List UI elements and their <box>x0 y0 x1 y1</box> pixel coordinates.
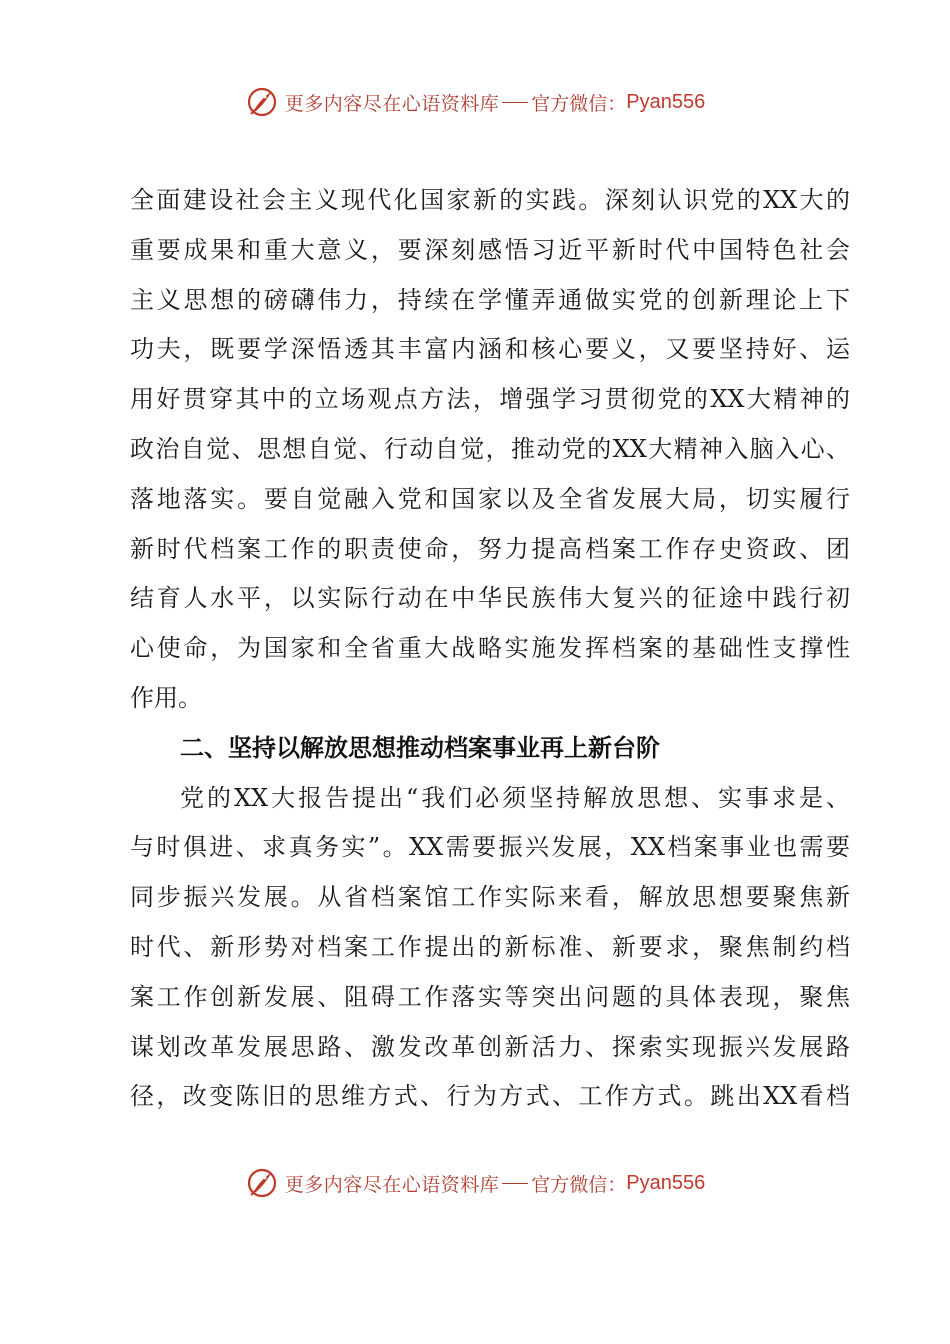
text-line: 同步振兴发展。从省档案馆工作实际来看，解放思想要聚焦新 <box>130 883 850 912</box>
paragraph-2 <box>130 774 850 1123</box>
text-line: 落地落实。要自觉融入党和国家以及全省发展大局，切实履行 <box>130 484 850 513</box>
text-line: 主义思想的磅礴伟力，持续在学懂弄通做实党的创新理论上下 <box>130 285 850 314</box>
banner-wechat-id: Pyan556 <box>626 90 706 113</box>
banner-dash <box>502 1183 528 1184</box>
text-line: 用好贯穿其中的立场观点方法，增强学习贯彻党的XX大精神的 <box>130 385 850 414</box>
header-banner <box>0 82 950 122</box>
text-line: 谋划改革发展思路、激发改革创新活力、探索实现振兴发展路 <box>130 1032 850 1061</box>
section-heading: 二、坚持以解放思想推动档案事业再上新台阶 <box>180 733 660 762</box>
banner-wechat-label: 官方微信： <box>531 1173 627 1196</box>
text-line: 案工作创新发展、阻碍工作落实等突出问题的具体表现，聚焦 <box>130 982 850 1011</box>
banner-dash <box>502 102 528 103</box>
text-line: 径，改变陈旧的思维方式、行为方式、工作方式。跳出XX看档 <box>130 1082 850 1111</box>
footer-banner <box>0 1163 950 1203</box>
text-line: 作用。 <box>130 683 202 712</box>
text-line: 政治自觉、思想自觉、行动自觉，推动党的XX大精神入脑入心、 <box>130 434 850 463</box>
pen-nib-icon <box>245 1166 279 1200</box>
paragraph-1 <box>130 176 850 724</box>
text-line: 新时代档案工作的职责使命，努力提高档案工作存史资政、团 <box>130 534 850 563</box>
banner-wechat-id: Pyan556 <box>626 1171 706 1194</box>
text-line: 结育人水平，以实际行动在中华民族伟大复兴的征途中践行初 <box>130 584 850 613</box>
text-line: 全面建设社会主义现代化国家新的实践。深刻认识党的XX大的 <box>130 186 850 214</box>
document-body <box>130 176 850 1122</box>
banner-wechat-label: 官方微信： <box>531 92 627 115</box>
text-line: 重要成果和重大意义，要深刻感悟习近平新时代中国特色社会 <box>130 235 850 264</box>
text-line: 与时俱进、求真务实”。XX需要振兴发展，XX档案事业也需要 <box>130 833 850 862</box>
text-line: 心使命，为国家和全省重大战略实施发挥档案的基础性支撑性 <box>130 634 850 663</box>
text-line: 时代、新形势对档案工作提出的新标准、新要求，聚焦制约档 <box>130 932 850 961</box>
text-line: 功夫，既要学深悟透其丰富内涵和核心要义，又要坚持好、运 <box>130 335 850 364</box>
banner-title: 更多内容尽在心语资料库 <box>284 92 500 115</box>
banner-title: 更多内容尽在心语资料库 <box>284 1173 500 1196</box>
text-line: 党的XX大报告提出“我们必须坚持解放思想、实事求是、 <box>180 783 850 812</box>
pen-nib-icon <box>245 85 279 119</box>
